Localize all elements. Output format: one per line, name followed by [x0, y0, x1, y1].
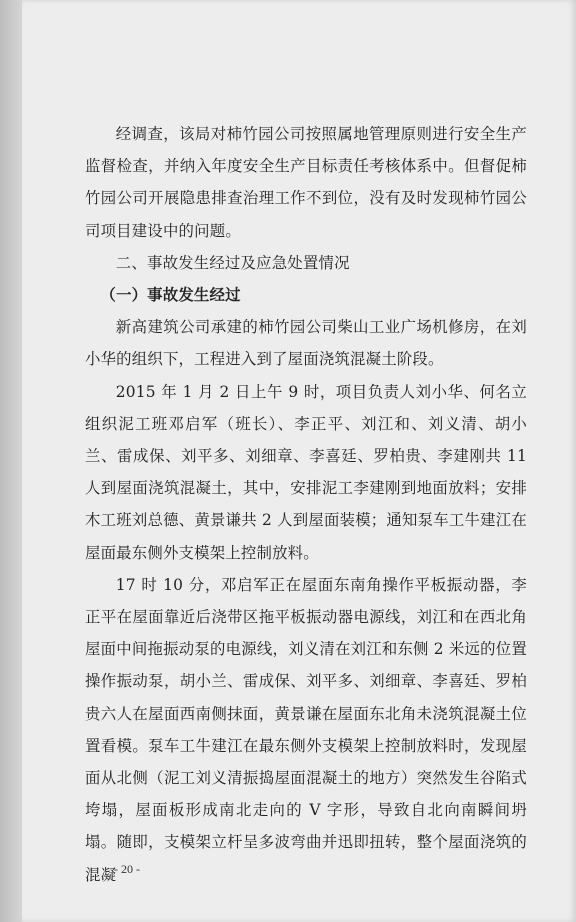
paragraph-project-background: 新高建筑公司承建的柿竹园公司柴山工业广场机修房，在刘小华的组织下，工程进入到了屋面浇筑混凝土阶段。 [85, 318, 527, 369]
document-body [85, 118, 527, 891]
section-heading-2: 二、事故发生经过及应急处置情况 [115, 253, 350, 272]
subsection-heading-1: （一）事故发生经过 [100, 286, 241, 305]
paragraph-collapse-account: 17 时 10 分，邓启军正在屋面东南角操作平板振动器，李正平在屋面靠近后浇带区拖平板振动器电源线，刘江和在西北角屋面中间拖振动泵的电源线，刘义清在刘江和东侧 2 米远的位置操作振动泵，胡小兰、雷成保、刘平多、刘细章、李喜廷、罗柏贵六人在屋面西南侧抹面，黄景谦在屋面东北角未浇筑混凝土位置看模。泵车工牛建江在最东侧外支模架上控制放料时，发现屋面从北侧（泥工刘义清振捣屋面混凝土的地方）突然发生谷陷式垮塌，屋面板形成南北走向的 V 字形，导致自北向南瞬间坍塌。随即，支模架立杆呈多波弯曲并迅即扭转，整个屋面浇筑的混凝 [85, 575, 527, 884]
document-page [22, 0, 576, 922]
page-spine [0, 0, 22, 922]
page-number: - 20 - [114, 862, 140, 876]
paragraph-work-assignment: 2015 年 1 月 2 日上午 9 时，项目负责人刘小华、何名立组织泥工班邓启军（班长）、李正平、刘江和、刘义清、胡小兰、雷成保、刘平多、刘细章、李喜廷、罗柏贵、李建刚共 11 人到屋面浇筑混凝土，其中，安排泥工李建刚到地面放料；安排木工班刘总德、黄景谦共 2 人到屋面装模；通知泵车工牛建江在屋面最东侧外支模架上控制放料。 [85, 382, 527, 562]
paragraph-investigation: 经调查，该局对柿竹园公司按照属地管理原则进行安全生产监督检查，并纳入年度安全生产目标责任考核体系中。但督促柿竹园公司开展隐患排查治理工作不到位，没有及时发现柿竹园公司项目建设中的问题。 [85, 125, 527, 240]
